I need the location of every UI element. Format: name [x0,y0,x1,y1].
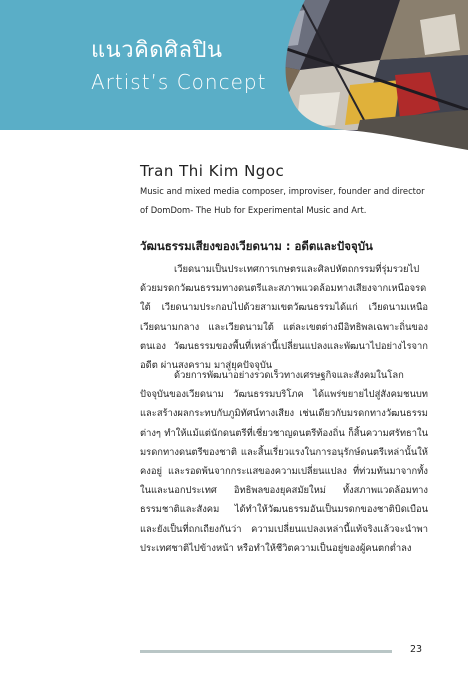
body-paragraph: เวียดนามเป็นประเทศการเกษตรและศิลปหัตถกรรมที่รุ่มรวยไปด้วยมรดกวัฒนธรรมทางดนตรีและสภาพแวดล้อมทางเสียงจากเหนือจรดใต้ เวียดนามประกอบไปด้วยสามเขตวัฒนธรรมได้แก่ เวียดนามเหนือ เวียดนามกลาง และเวียดนามใต้ แต่ละเขตต่างมีอิทธิพลเฉพาะถิ่นของตนเอง วัฒนธรรมของพื้นที่เหล่านี้เปลี่ยนแปลงและพัฒนาไปอย่างไรจากอดีต ผ่านสงคราม มาสู่ยุคปัจจุบัน [140,264,428,372]
footer-rule [140,650,392,653]
section-title: วัฒนธรรมเสียงของเวียดนาม : อดีตและปัจจุบัน [140,239,373,253]
author-name: Tran Thi Kim Ngoc [140,162,285,180]
body-paragraph: ด้วยการพัฒนาอย่างรวดเร็วทางเศรษฐกิจและสังคมในโลกปัจจุบันของเวียดนาม วัฒนธรรมบริโภค ได้แพร่ขยายไปสู่สังคมชนบท และสร้างผลกระทบกับภูมิทัศน์ทางเสียง เช่นเดียวกับมรดกทางวัฒนธรรมต่างๆ ทำให้แม้แต่นักดนตรีที่เชี่ยวชาญดนตรีท้องถิ่น ก็สิ้นความศรัทธาในมรดกทางดนตรีของชาติ และสิ้นเรี่ยวแรงในการอนุรักษ์ดนตรีเหล่านั้นให้คงอยู่ และรอดพ้นจากกระแสของความเปลี่ยนแปลง ที่ท่วมท้นมาจากทั้งในและนอกประเทศ อิทธิพลของยุคสมัยใหม่ ทั้งสภาพแวดล้อมทางธรรมชาติและสังคม ได้ทำให้วัฒนธรรมอันเป็นมรดกของชาติบิดเบือน และยังเป็นที่ถกเถียงกันว่า ความเปลี่ยนแปลงเหล่านี้แท้จริงแล้วจะนำพาประเทศชาติไปข้างหน้า หรือทำให้ชีวิตความเป็นอยู่ของผู้คนตกต่ำลง [140,370,428,554]
page-number: 23 [410,644,423,655]
chapter-title-thai: แนวคิดศิลปิน [91,38,223,63]
chapter-title-english: Artist’s Concept [91,70,267,94]
chapter-header [0,0,468,160]
author-description: Music and mixed media composer, improviser, founder and director of DomDom- The Hub for Experimental Music and Art. [140,186,425,215]
